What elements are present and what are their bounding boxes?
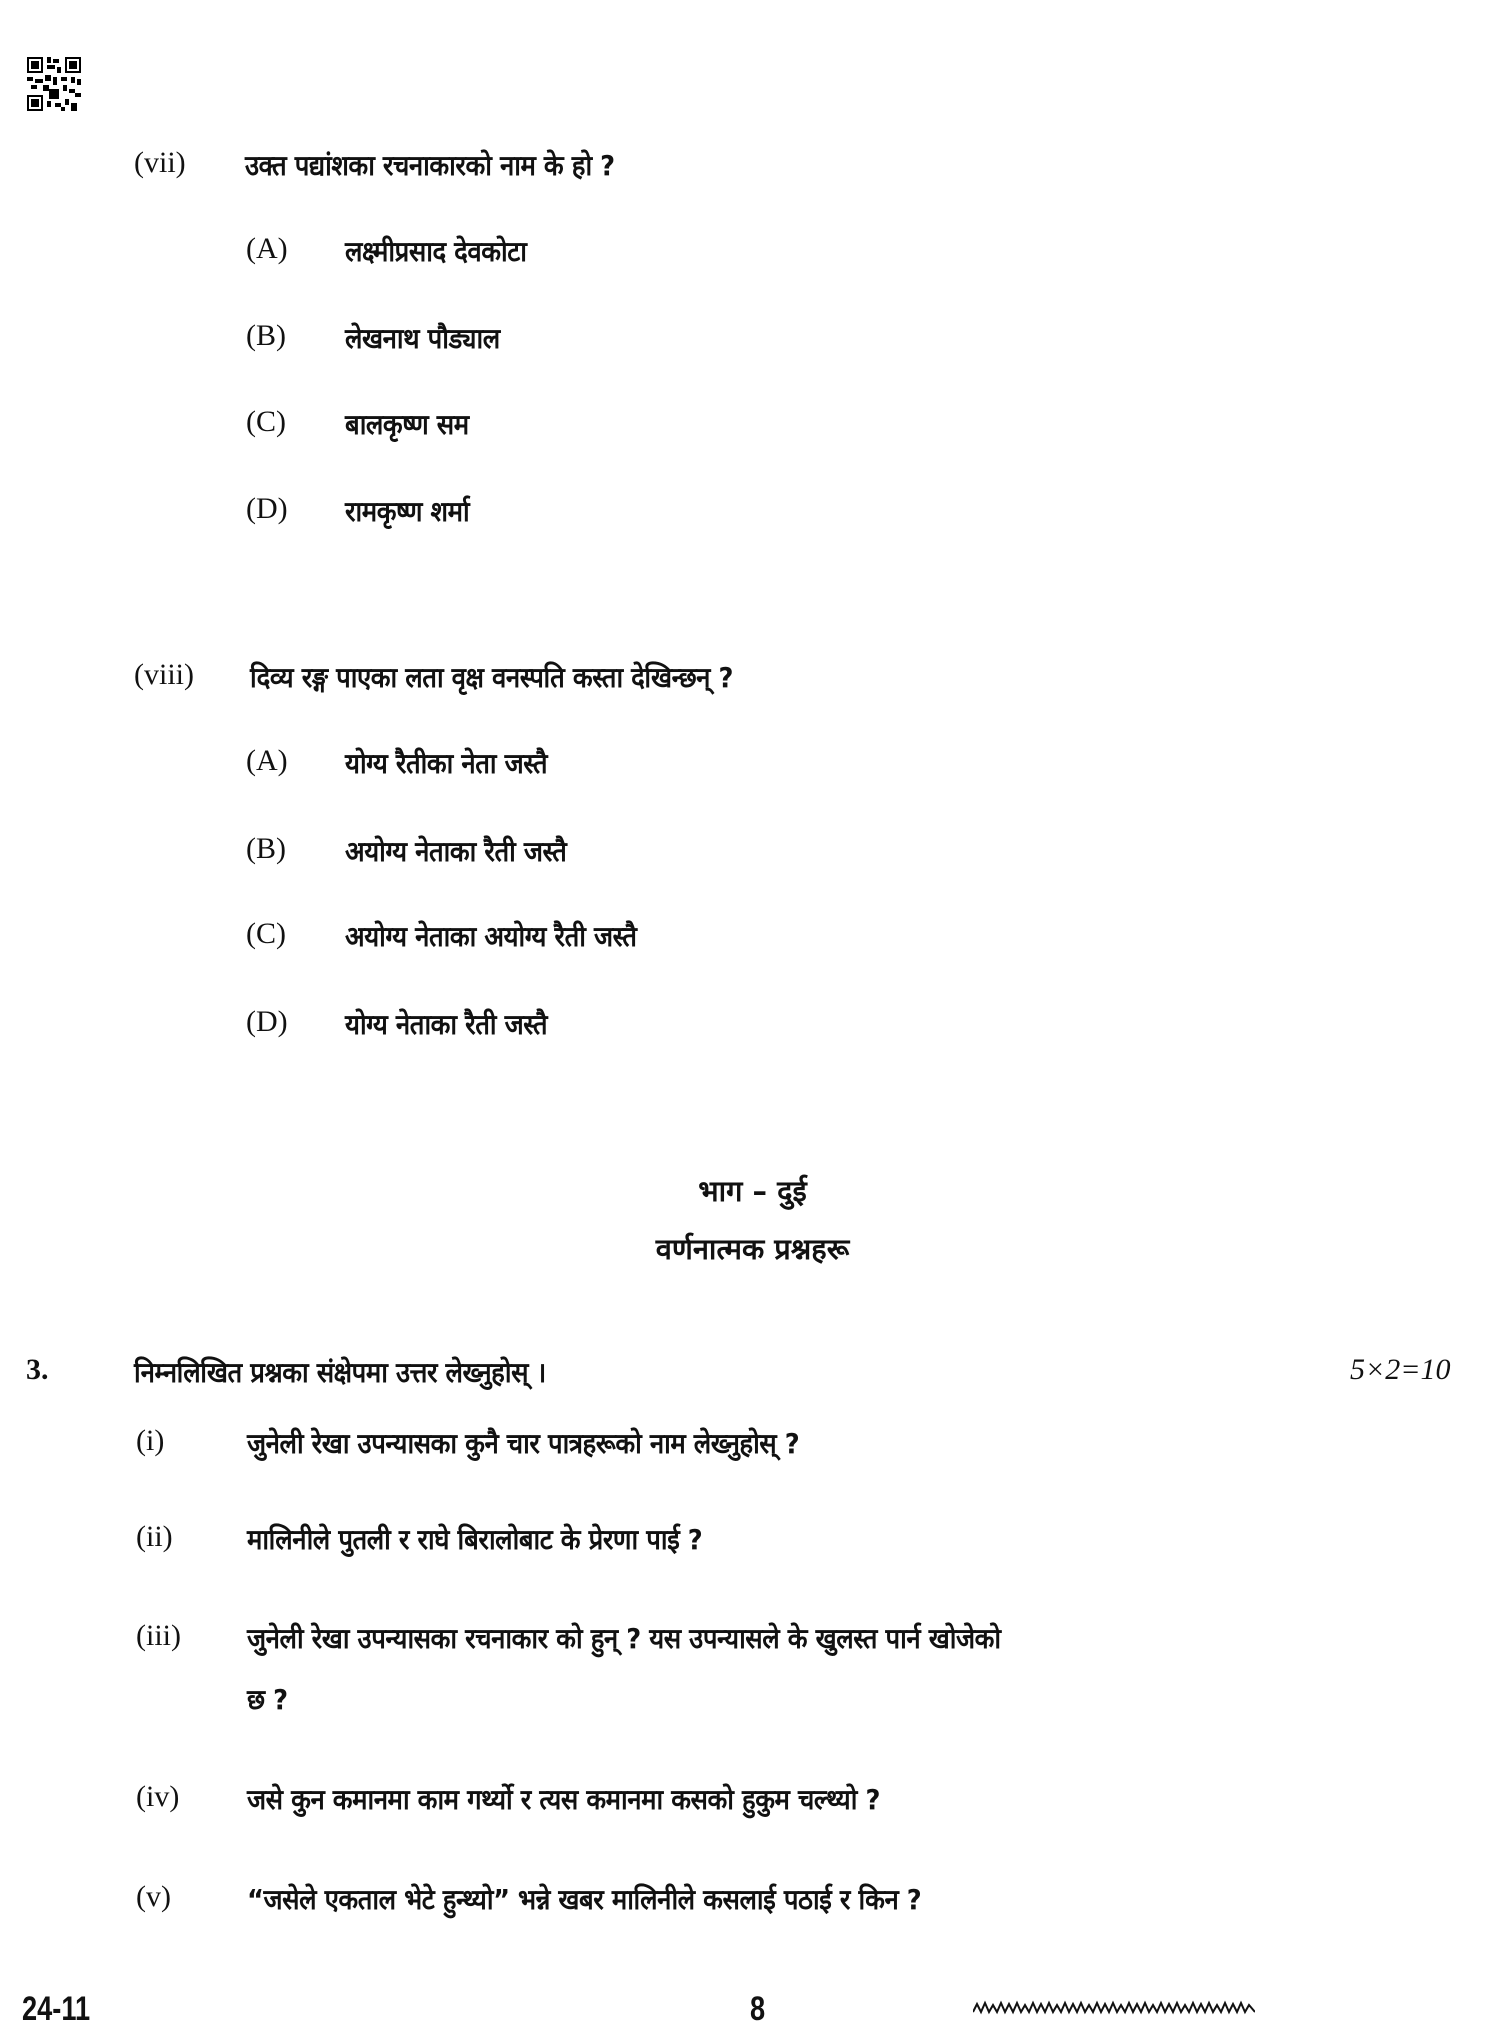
option-text: रामकृष्ण शर्मा [345, 495, 470, 528]
subquestion-text-continued: छ ? [247, 1683, 288, 1716]
option-text: लक्ष्मीप्रसाद देवकोटा [345, 235, 527, 268]
subquestion-text: “जसेले एकताल भेटे हुन्थ्यो” भन्ने खबर मालिनीले कसलाई पठाई र किन ? [247, 1883, 922, 1916]
subquestion-text: जुनेली रेखा उपन्यासका रचनाकार को हुन् ? यस उपन्यासले के खुलस्त पार्न खोजेको [247, 1622, 1001, 1655]
option-label: (D) [246, 492, 288, 525]
question-number: 3. [26, 1353, 49, 1386]
question-label: (vii) [134, 146, 186, 179]
option-label: (A) [246, 744, 288, 777]
question-text: दिव्य रङ्ग पाएका लता वृक्ष वनस्पति कस्ता देखिन्छन् ? [250, 661, 734, 694]
subquestion-label: (iv) [136, 1780, 180, 1813]
option-text: अयोग्य नेताका रैती जस्तै [345, 835, 567, 868]
subquestion-text: जसे कुन कमानमा काम गर्थ्यो र त्यस कमानमा कसको हुकुम चल्थ्यो ? [247, 1783, 880, 1816]
paper-code: 24-11 [22, 1990, 91, 2028]
subquestion-label: (i) [136, 1424, 165, 1457]
subquestion-label: (ii) [136, 1520, 173, 1553]
question-text: उक्त पद्यांशका रचनाकारको नाम के हो ? [245, 149, 615, 182]
question-label: (viii) [134, 658, 194, 691]
subquestion-label: (iii) [136, 1619, 181, 1652]
option-label: (C) [246, 405, 286, 438]
option-text: बालकृष्ण सम [345, 408, 469, 441]
wavy-line-decoration [973, 1998, 1255, 2018]
subquestion-text: जुनेली रेखा उपन्यासका कुनै चार पात्रहरूको नाम लेख्नुहोस् ? [247, 1427, 800, 1460]
page-number: 8 [750, 1990, 766, 2028]
option-label: (C) [246, 917, 286, 950]
option-label: (A) [246, 232, 288, 265]
section-subtitle: वर्णनात्मक प्रश्नहरू [655, 1232, 850, 1266]
option-label: (D) [246, 1005, 288, 1038]
qr-code-icon [27, 57, 81, 111]
option-label: (B) [246, 832, 286, 865]
option-label: (B) [246, 319, 286, 352]
option-text: लेखनाथ पौड्याल [345, 322, 500, 355]
subquestion-label: (v) [136, 1880, 171, 1913]
section-title: भाग – दुई [698, 1174, 807, 1208]
question-text: निम्नलिखित प्रश्नका संक्षेपमा उत्तर लेख्नुहोस् । [134, 1356, 546, 1389]
option-text: योग्य रैतीका नेता जस्तै [345, 747, 548, 780]
option-text: अयोग्य नेताका अयोग्य रैती जस्तै [345, 920, 637, 953]
marks-allocation: 5×2=10 [1350, 1353, 1451, 1386]
option-text: योग्य नेताका रैती जस्तै [345, 1008, 548, 1041]
subquestion-text: मालिनीले पुतली र राघे बिरालोबाट के प्रेरणा पाई ? [247, 1523, 703, 1556]
